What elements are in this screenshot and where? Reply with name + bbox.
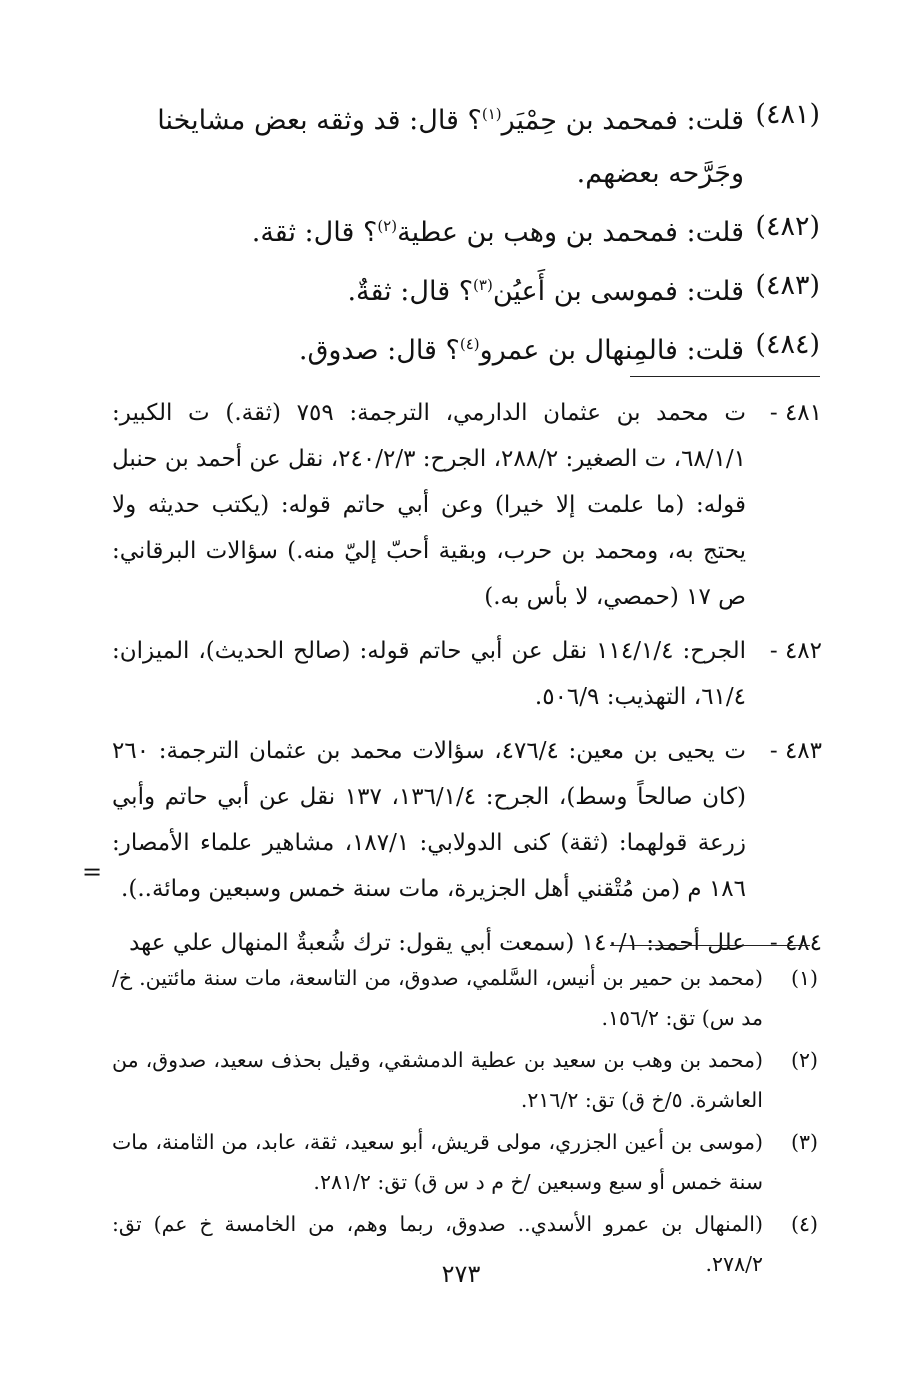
footnote-number: (٢)	[790, 1048, 818, 1072]
entry-text: قلت: فموسى بن أَعيُن$^{(٣)}$؟ قال: ثقةٌ.	[347, 276, 744, 307]
section-divider	[630, 376, 820, 377]
note-number: ٤٨٢ -	[769, 638, 822, 664]
footnote-text: (المنهال بن عمرو الأسدي.. صدوق، ربما وهم، من الخامسة خ عم) تق: ٢٧٨/٢.	[112, 1212, 763, 1276]
continuation-mark: =	[82, 858, 103, 886]
footnote-ref: (٣)	[473, 276, 493, 294]
note-481	[112, 390, 822, 620]
note-text: علل أحمد: ١٤٠/١ (سمعت أبي يقول: ترك شُعبةٌ المنهال علي عهد	[129, 930, 746, 956]
entry-483	[110, 259, 820, 318]
entry-481	[110, 88, 820, 200]
footnote-divider	[610, 945, 810, 946]
footnotes	[112, 958, 818, 1286]
entry-number: (٤٨٤)	[755, 329, 820, 360]
entry-text: قلت: فمحمد بن وهب بن عطية$^{(٢)}$؟ قال: ثقة.	[251, 217, 744, 248]
note-number: ٤٨٤ -	[769, 930, 822, 956]
footnote-text: (محمد بن وهب بن سعيد بن عطية الدمشقي، وقيل بحذف سعيد، صدوق، من العاشرة. ٥/خ ق) تق: ٢١٦/٢.	[112, 1048, 763, 1112]
footnote-number: (٤)	[790, 1212, 818, 1236]
footnote-3	[112, 1122, 818, 1202]
note-483	[112, 728, 822, 912]
footnote-1	[112, 958, 818, 1038]
footnote-ref: (٢)	[377, 217, 398, 235]
footnote-2	[112, 1040, 818, 1120]
note-text: ت محمد بن عثمان الدارمي، الترجمة: ٧٥٩ (ثقة.) ت الكبير: ٦٨/١/١، ت الصغير: ٢٨٨/٢، الجرح: ٢٤٠/٢/٣، نقل عن أحمد بن حنبل قوله: (ما علمت إلا خيرا) وعن أبي حاتم قوله: (يكتب حديثه ولا يحتج به، ومحمد بن حرب، وبقية أحبّ إليّ منه.) سؤالات البرقاني: ص ١٧ (حمصي، لا بأس به.)	[112, 400, 746, 610]
entry-text: قلت: فالمِنهال بن عمرو$^{(٤)}$؟ قال: صدوق.	[298, 335, 744, 366]
footnote-text: (محمد بن حمير بن أنيس، السَّلمي، صدوق، من التاسعة، مات سنة مائتين. خ/مد س) تق: ١٥٦/٢.	[112, 966, 763, 1030]
entry-number: (٤٨٢)	[755, 211, 820, 242]
entry-number: (٤٨٣)	[755, 270, 820, 301]
note-number: ٤٨١ -	[769, 400, 822, 426]
entry-number: (٤٨١)	[755, 99, 820, 130]
footnote-number: (٣)	[790, 1130, 818, 1154]
note-text: ت يحيى بن معين: ٤٧٦/٤، سؤالات محمد بن عثمان الترجمة: ٢٦٠ (كان صالحاً وسط)، الجرح: ١٣٦/١/٤، ١٣٧ نقل عن أبي حاتم وأبي زرعة قولهما: (ثقة) كنى الدولابي: ١٨٧/١، مشاهير علماء الأمصار: ١٨٦ م (من مُتْقني أهل الجزيرة، مات سنة خمس وسبعين ومائة..).	[112, 738, 747, 902]
footnote-ref: (١)	[481, 105, 502, 123]
entry-text: قلت: فمحمد بن حِمْيَر$^{(١)}$؟ قال: قد وثقه بعض مشايخنا وجَرَّحه بعضهم.	[157, 105, 744, 189]
footnote-text: (موسى بن أعين الجزري، مولى قريش، أبو سعيد، ثقة، عابد، من الثامنة، مات سنة خمس أو سبع وسبعين /خ م د س ق) تق: ٢٨١/٢.	[112, 1130, 763, 1194]
note-number: ٤٨٣ -	[769, 738, 822, 764]
editor-notes	[112, 390, 822, 974]
note-text: الجرح: ١١٤/١/٤ نقل عن أبي حاتم قوله: (صالح الحديث)، الميزان: ٦١/٤، التهذيب: ٥٠٦/٩.	[112, 638, 746, 710]
entry-484	[110, 318, 820, 377]
footnote-ref: (٤)	[459, 335, 480, 353]
note-482	[112, 628, 822, 720]
page-number: ٢٧٣	[441, 1260, 481, 1288]
main-text	[110, 88, 820, 377]
footnote-number: (١)	[790, 966, 818, 990]
entry-482	[110, 200, 820, 259]
